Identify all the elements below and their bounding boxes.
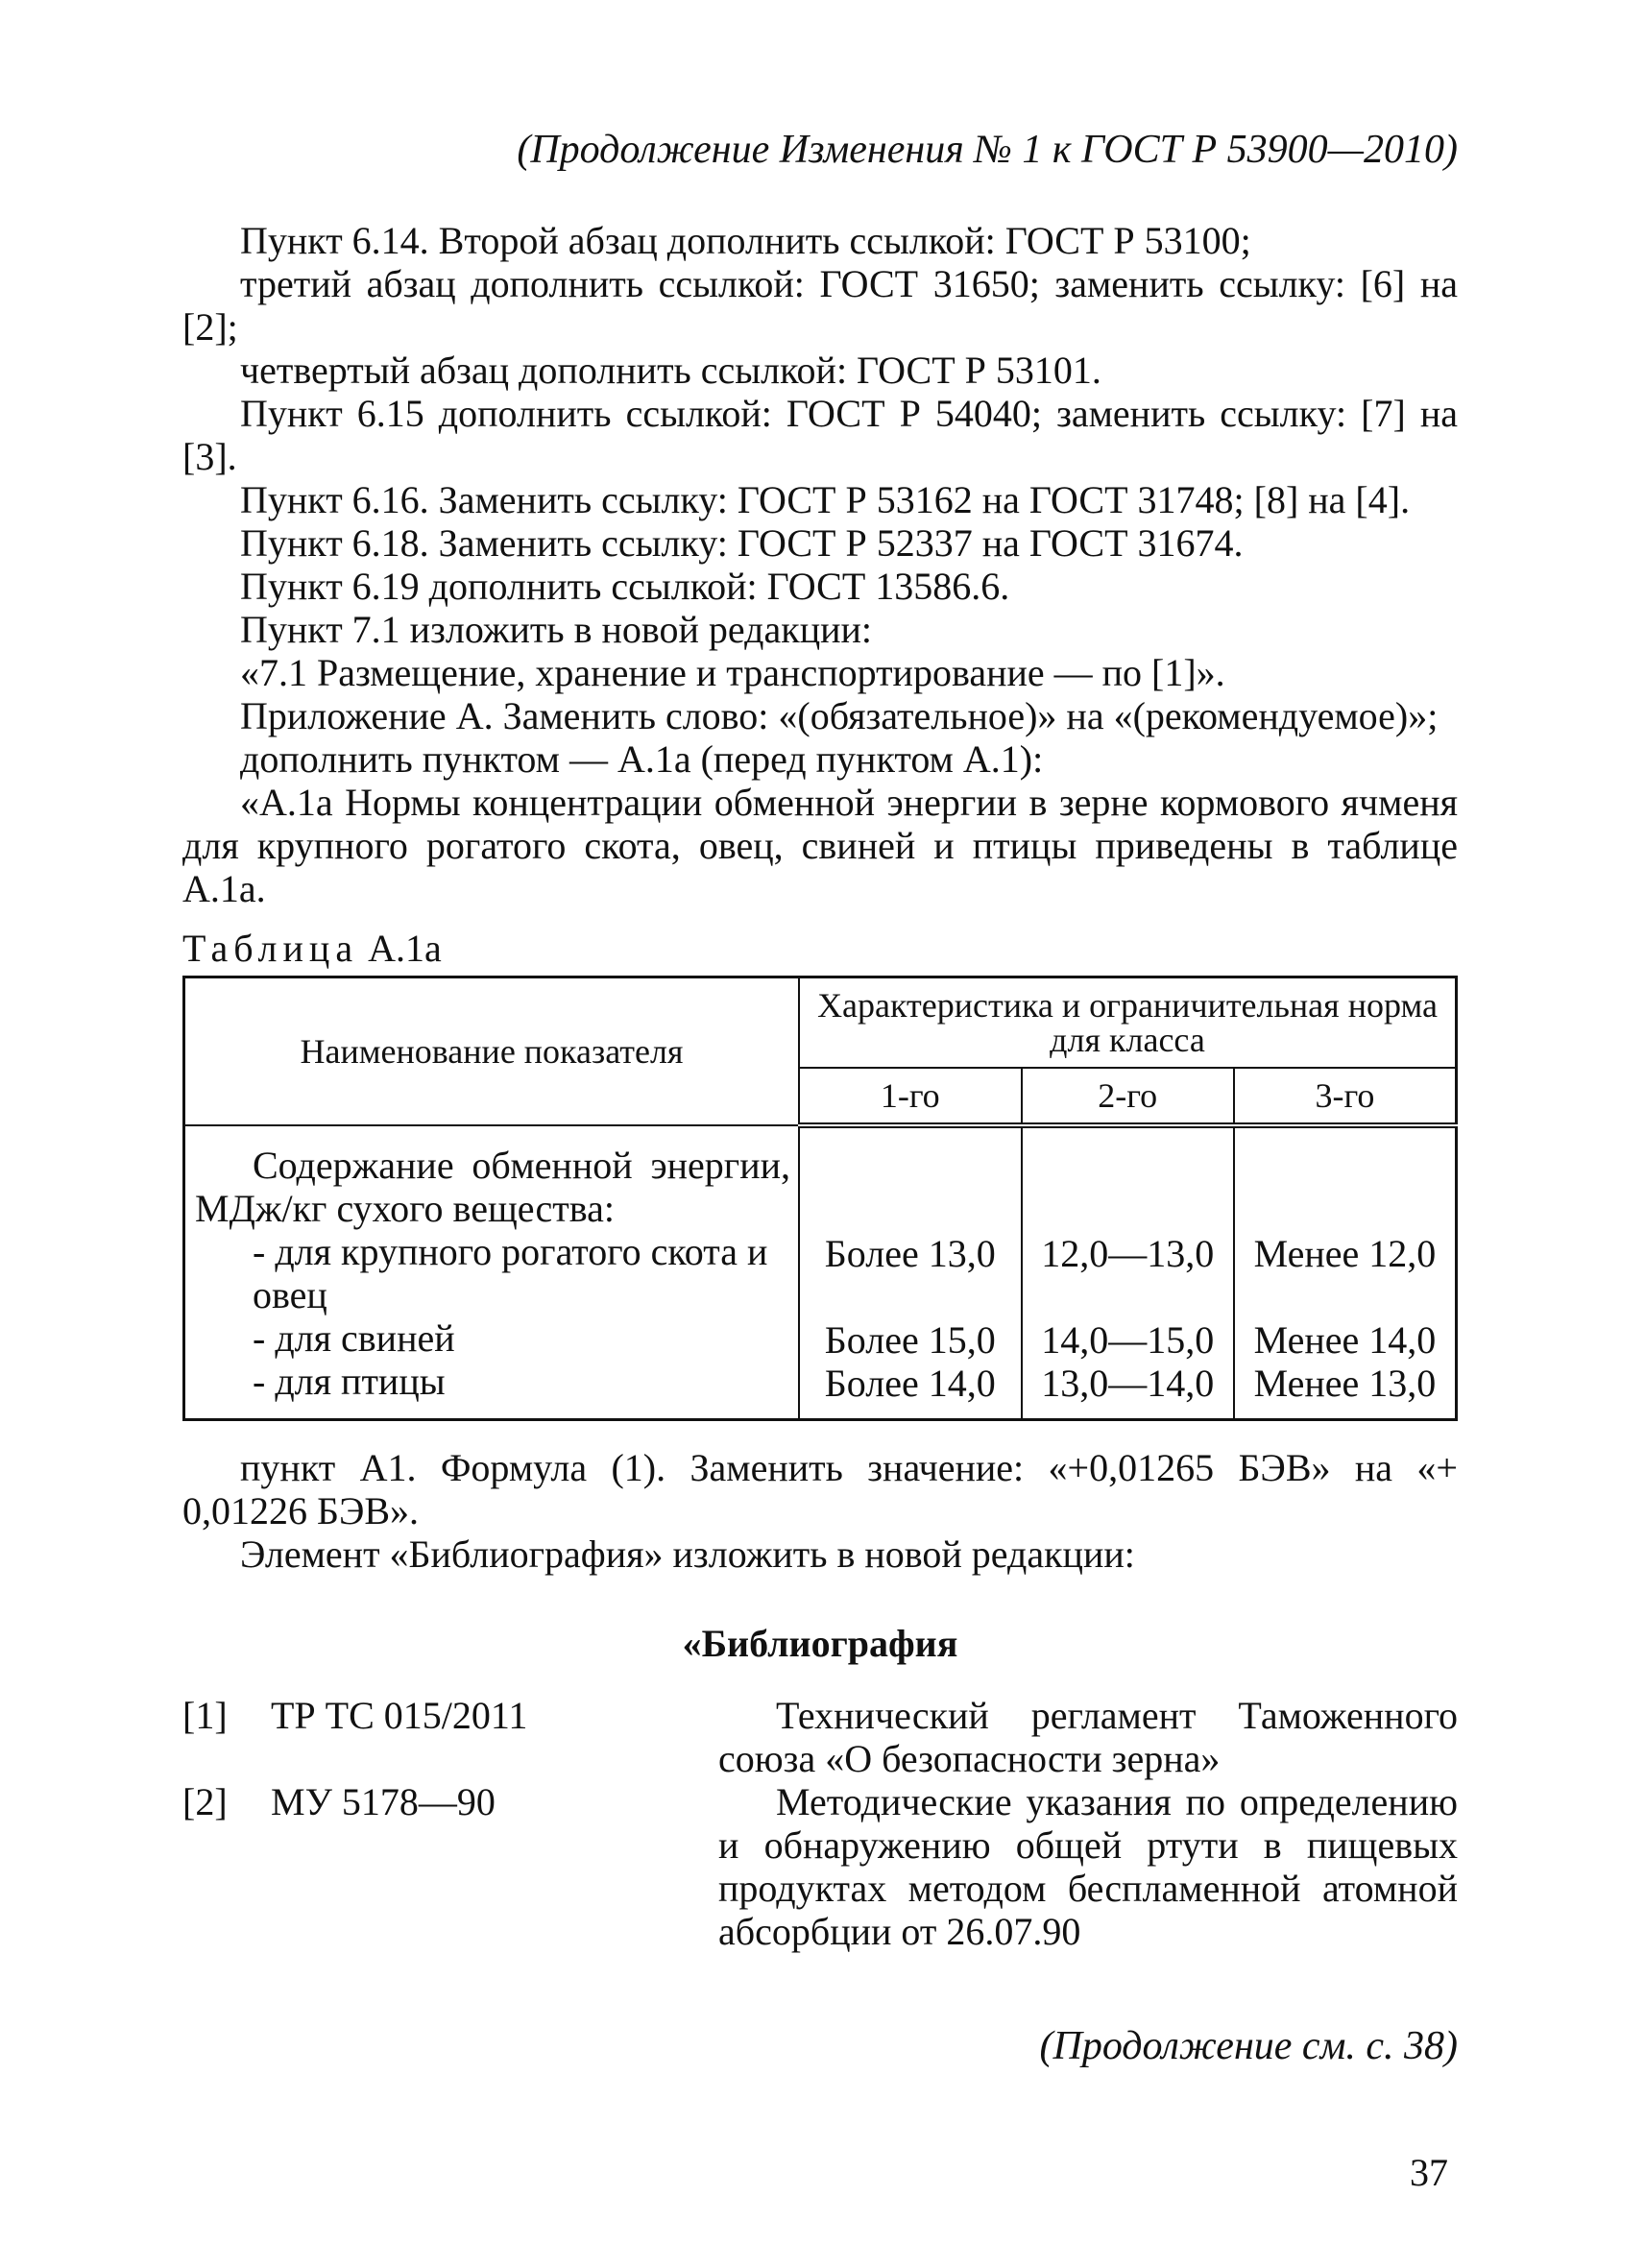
paragraph: Элемент «Библиография» изложить в новой редакции: <box>240 1532 1135 1576</box>
running-header: (Продолжение Изменения № 1 к ГОСТ Р 53900—2010) <box>517 128 1458 172</box>
column-header-class-2: 2-го <box>1022 1068 1234 1125</box>
paragraph: третий абзац дополнить ссылкой: ГОСТ 31650; заменить ссылку: [6] на [2]; <box>182 262 1458 349</box>
bibliography-number: [2] <box>182 1780 228 1823</box>
value: Более 15,0 <box>824 1318 996 1362</box>
value: Менее 14,0 <box>1253 1318 1437 1362</box>
paragraph: «А.1а Нормы концентрации обменной энергии в зерне кормового ячменя для крупного рогатого скота, овец, свиней и птицы приведены в таблице А.1а. <box>182 781 1458 910</box>
column-header-name: Наименование показателя <box>184 977 800 1126</box>
paragraph: Пункт 6.18. Заменить ссылку: ГОСТ Р 52337 на ГОСТ 31674. <box>240 521 1244 565</box>
paragraph: Пункт 7.1 изложить в новой редакции: <box>240 608 873 651</box>
table-body-row <box>184 1125 1457 1420</box>
value: 13,0—14,0 <box>1041 1362 1215 1405</box>
row-name: - для свиней <box>253 1316 455 1360</box>
value: Более 14,0 <box>824 1362 996 1405</box>
value: 14,0—15,0 <box>1041 1318 1215 1362</box>
value: 12,0—13,0 <box>1041 1232 1215 1275</box>
row-name: - для крупного рогатого скота и овец <box>253 1230 768 1316</box>
norms-table <box>182 976 1458 1421</box>
paragraph: Пункт 6.16. Заменить ссылку: ГОСТ Р 53162 на ГОСТ 31748; [8] на [4]. <box>240 478 1411 521</box>
bibliography-entry <box>182 1694 1458 1780</box>
bibliography-description: Методические указания по определению и обнаружению общей ртути в пищевых продуктах методом беспламенной атомной абсорбции от 26.07.90 <box>718 1780 1458 1953</box>
class-1-cell <box>799 1125 1021 1420</box>
paragraph: дополнить пунктом — А.1а (перед пунктом А.1): <box>240 737 1044 781</box>
continuation-note: (Продолжение см. с. 38) <box>1039 2024 1458 2068</box>
paragraph: четвертый абзац дополнить ссылкой: ГОСТ Р 53101. <box>240 349 1101 392</box>
bibliography-description: Технический регламент Таможенного союза «О безопасности зерна» <box>718 1694 1458 1780</box>
paragraph: Приложение А. Заменить слово: «(обязательное)» на «(рекомендуемое)»; <box>240 694 1439 737</box>
bibliography-title: «Библиография <box>682 1622 958 1665</box>
table-caption-id: А.1а <box>368 927 442 970</box>
class-3-cell <box>1234 1125 1457 1420</box>
column-header-class-3: 3-го <box>1234 1068 1457 1125</box>
paragraph: Пункт 6.19 дополнить ссылкой: ГОСТ 13586.6. <box>240 565 1010 608</box>
column-group-header: Характеристика и ограничительная норма для класса <box>799 977 1456 1069</box>
bibliography-number: [1] <box>182 1694 228 1737</box>
class-2-cell <box>1022 1125 1234 1420</box>
paragraph: Пункт 6.14. Второй абзац дополнить ссылкой: ГОСТ Р 53100; <box>240 219 1251 262</box>
document-body <box>182 219 1458 1953</box>
page-number: 37 <box>1410 2151 1448 2194</box>
value: Менее 13,0 <box>1253 1362 1437 1405</box>
column-header-class-1: 1-го <box>799 1068 1021 1125</box>
row-name: - для птицы <box>253 1360 446 1403</box>
bibliography-entry <box>182 1780 1458 1953</box>
value: Более 13,0 <box>824 1232 996 1275</box>
table-caption-word: Таблица <box>182 927 359 970</box>
bibliography-code: ТР ТС 015/2011 <box>271 1694 528 1737</box>
group-label: Содержание обменной энергии, МДж/кг сухого вещества: <box>195 1144 791 1230</box>
table-caption <box>182 926 1458 972</box>
value: Менее 12,0 <box>1253 1232 1437 1275</box>
paragraph: Пункт 6.15 дополнить ссылкой: ГОСТ Р 54040; заменить ссылку: [7] на [3]. <box>182 392 1458 478</box>
paragraph: «7.1 Размещение, хранение и транспортирование — по [1]». <box>240 651 1225 694</box>
paragraph: пункт А1. Формула (1). Заменить значение: «+0,01265 БЭВ» на «+ 0,01226 БЭВ». <box>182 1446 1458 1532</box>
bibliography-code: МУ 5178—90 <box>271 1780 496 1823</box>
indicator-cell <box>184 1125 800 1420</box>
